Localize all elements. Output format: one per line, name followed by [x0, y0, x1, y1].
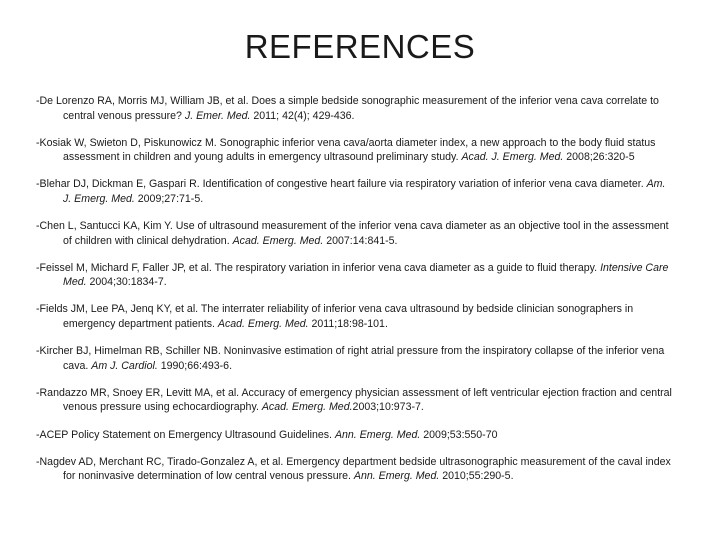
reference-text: -De Lorenzo RA, Morris MJ, William JB, et al. Does a simple bedside sonographic measurement of the inferior vena cava correlate to central venous pressure? — [36, 95, 659, 122]
reference-item — [36, 386, 676, 415]
reference-citation: 2004;30:1834-7. — [86, 276, 167, 289]
reference-journal: Am J. Cardiol. — [91, 359, 158, 372]
reference-citation: 2007:14:841-5. — [323, 234, 398, 247]
reference-journal: Intensive Care Med. — [63, 261, 669, 289]
reference-citation: 2008;26:320-5 — [563, 151, 635, 164]
reference-item — [36, 94, 676, 123]
reference-journal: Acad. Emerg. Med. — [261, 401, 353, 414]
reference-journal: J. Emer. Med. — [184, 109, 251, 122]
reference-journal: Acad. Emerg. Med. — [217, 318, 309, 331]
reference-citation: 2011; 42(4); 429-436. — [250, 109, 355, 122]
reference-text: -Randazzo MR, Snoey ER, Levitt MA, et al. Accuracy of emergency physician assessment of left ventricular ejection fraction and central venous pressure using echocardiography. — [36, 386, 672, 414]
reference-text: -Kircher BJ, Himelman RB, Schiller NB. Noninvasive estimation of right atrial pressure from the inspiratory collapse of the inferior vena cava. — [36, 345, 665, 372]
reference-journal: Acad. Emerg. Med. — [232, 234, 324, 247]
reference-journal: Acad. J. Emerg. Med. — [461, 151, 564, 164]
reference-citation: 2011;18:98-101. — [308, 318, 388, 331]
page-title: REFERENCES — [244, 28, 476, 65]
reference-item — [36, 177, 676, 206]
reference-journal: Ann. Emerg. Med. — [334, 428, 421, 441]
reference-item — [36, 344, 676, 373]
reference-text: -Nagdev AD, Merchant RC, Tirado-Gonzalez A, et al. Emergency department bedside ultrasonographic measurement of the caval index for noninvasive determination of low central venous pressure. — [36, 455, 671, 483]
reference-item — [36, 261, 676, 290]
reference-text: -Feissel M, Michard F, Faller JP, et al. The respiratory variation in inferior vena cava diameter as a guide to fluid therapy. — [36, 261, 601, 274]
reference-text: -Fields JM, Lee PA, Jenq KY, et al. The interrater reliability of inferior vena cava ultrasound by bedside clinician sonographers in emergency department patients. — [36, 303, 634, 331]
reference-item — [36, 136, 676, 165]
reference-citation: 2003;10:973-7. — [352, 401, 424, 414]
reference-citation: 2009;53:550-70 — [420, 428, 498, 441]
reference-text: -Blehar DJ, Dickman E, Gaspari R. Identification of congestive heart failure via respiratory variation of inferior vena cava diameter. — [36, 178, 647, 191]
reference-item — [36, 428, 676, 443]
reference-item — [36, 455, 676, 484]
reference-text: -ACEP Policy Statement on Emergency Ultrasound Guidelines. — [36, 428, 335, 441]
reference-item — [36, 219, 676, 248]
reference-item — [36, 302, 676, 331]
reference-list — [36, 94, 676, 496]
reference-journal: Ann. Emerg. Med. — [353, 470, 440, 483]
reference-citation: 2009;27:71-5. — [134, 192, 204, 205]
reference-text: -Kosiak W, Swieton D, Piskunowicz M. Sonographic inferior vena cava/aorta diameter index, a new approach to the body fluid status assessment in children and young adults in emergency ultrasound preliminary study. — [36, 136, 656, 164]
reference-journal: Am. J. Emerg. Med. — [63, 178, 666, 205]
reference-citation: 2010;55:290-5. — [439, 470, 514, 483]
reference-text: -Chen L, Santucci KA, Kim Y. Use of ultrasound measurement of the inferior vena cava diameter as an objective tool in the assessment of children with clinical dehydration. — [36, 220, 669, 247]
reference-citation: 1990;66:493-6. — [157, 359, 233, 372]
